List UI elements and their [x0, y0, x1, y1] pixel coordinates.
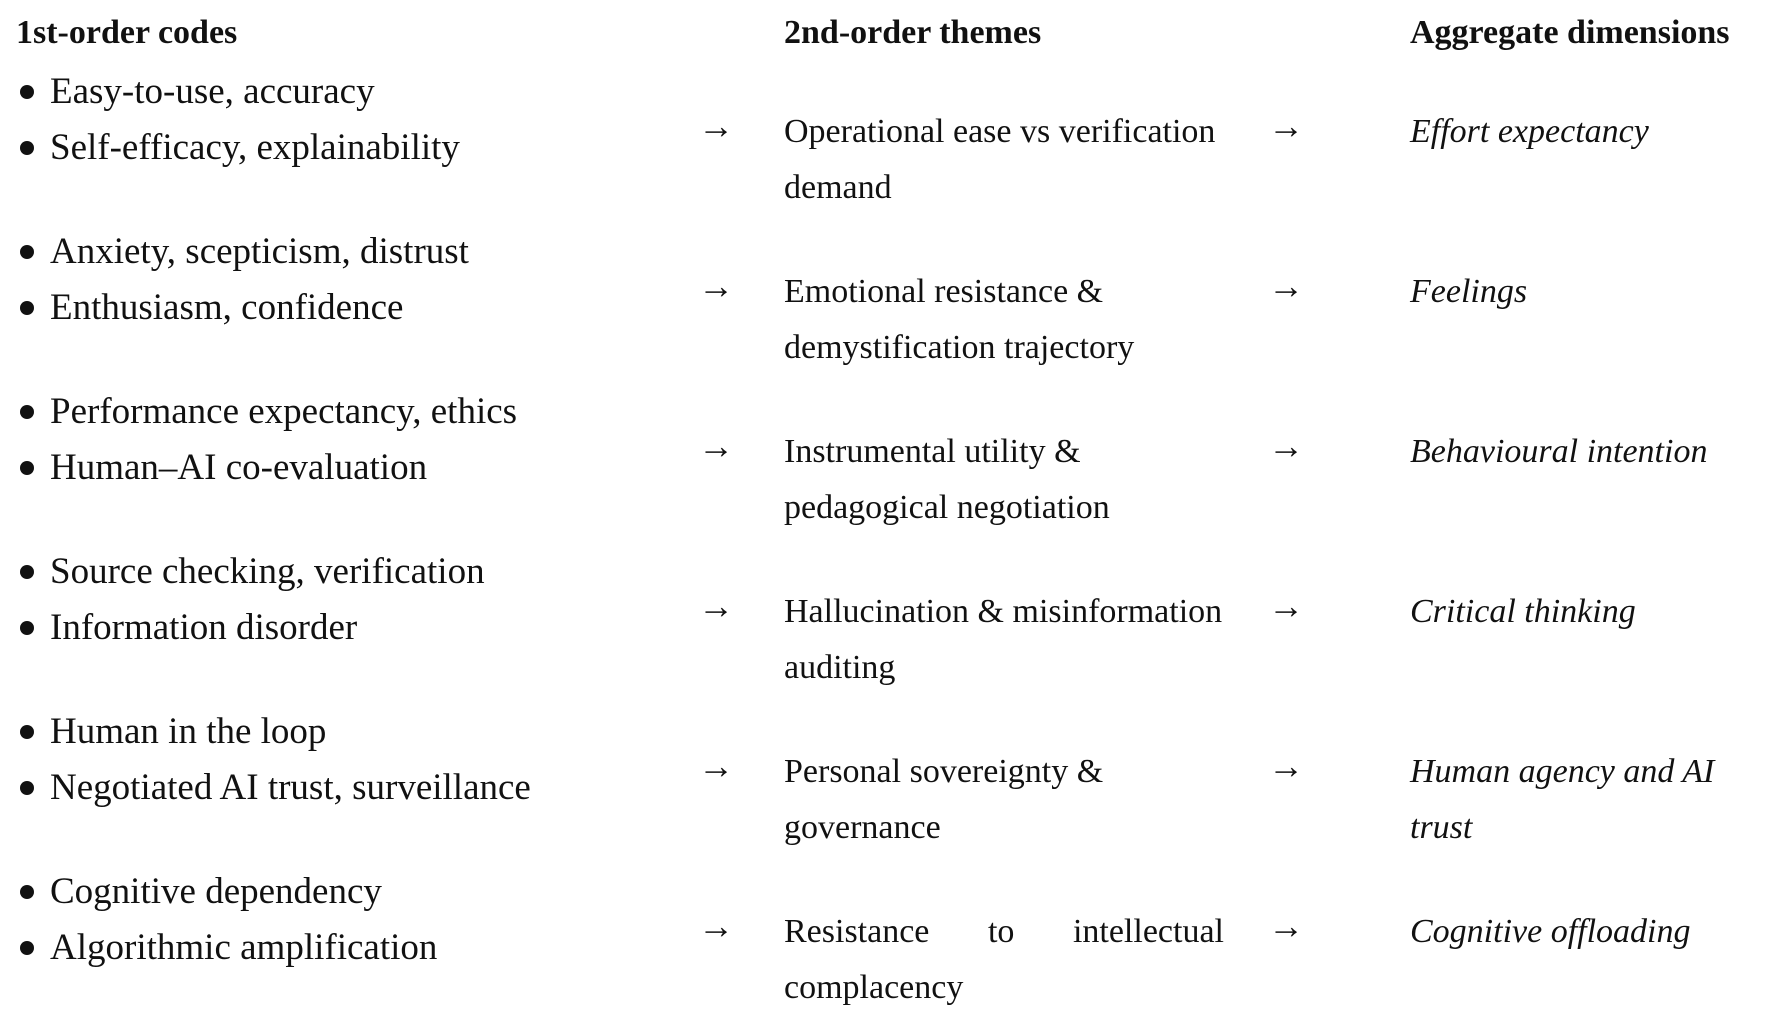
right-arrow-icon: → — [698, 586, 734, 626]
table-row — [0, 864, 1791, 1024]
second-order-theme: Emotional resistance & demystification trajectory — [784, 273, 1135, 366]
code-text: Human in the loop — [50, 711, 327, 752]
first-order-code-list — [18, 384, 678, 496]
header-aggregate-dimensions: Aggregate dimensions — [1410, 14, 1730, 51]
first-order-code — [18, 760, 678, 816]
aggregate-dimension: Human agency and AI trust — [1410, 753, 1715, 846]
header-row — [0, 8, 1791, 58]
bullet-icon — [20, 461, 34, 475]
bullet-icon — [20, 405, 34, 419]
bullet-icon — [20, 565, 34, 579]
first-order-code-list — [18, 544, 678, 656]
bullet-icon — [20, 245, 34, 259]
first-order-code — [18, 120, 678, 176]
bullet-icon — [20, 141, 34, 155]
first-order-code — [18, 280, 678, 336]
right-arrow-icon: → — [698, 266, 734, 306]
table-row — [0, 224, 1791, 384]
header-first-order-codes: 1st-order codes — [16, 14, 238, 51]
first-order-code-list — [18, 224, 678, 336]
aggregate-dimension: Effort expectancy — [1410, 113, 1649, 150]
table-row — [0, 544, 1791, 704]
code-text: Information disorder — [50, 607, 358, 648]
first-order-code — [18, 704, 678, 760]
second-order-theme: Hallucination & misinformation auditing — [784, 593, 1223, 686]
first-order-code — [18, 224, 678, 280]
header-second-order-themes: 2nd-order themes — [784, 14, 1042, 51]
second-order-theme: Instrumental utility & pedagogical negotiation — [784, 433, 1110, 526]
aggregate-dimension: Critical thinking — [1410, 593, 1636, 630]
right-arrow-icon: → — [1268, 746, 1304, 786]
first-order-code-list — [18, 704, 678, 816]
right-arrow-icon: → — [698, 746, 734, 786]
bullet-icon — [20, 885, 34, 899]
right-arrow-icon: → — [698, 906, 734, 946]
right-arrow-icon: → — [1268, 266, 1304, 306]
first-order-code-list — [18, 864, 678, 976]
second-order-theme: Personal sovereignty & governance — [784, 753, 1104, 846]
bullet-icon — [20, 725, 34, 739]
aggregate-dimension: Cognitive offloading — [1410, 913, 1691, 950]
aggregate-dimension: Feelings — [1410, 273, 1528, 310]
right-arrow-icon: → — [1268, 426, 1304, 466]
second-order-theme: Operational ease vs verification demand — [784, 113, 1216, 206]
right-arrow-icon: → — [1268, 106, 1304, 146]
aggregate-dimension: Behavioural intention — [1410, 433, 1708, 470]
code-text: Enthusiasm, confidence — [50, 287, 404, 328]
right-arrow-icon: → — [698, 106, 734, 146]
bullet-icon — [20, 941, 34, 955]
code-text: Negotiated AI trust, surveillance — [50, 767, 531, 808]
table-row — [0, 64, 1791, 224]
bullet-icon — [20, 301, 34, 315]
right-arrow-icon: → — [1268, 906, 1304, 946]
first-order-code — [18, 920, 678, 976]
first-order-code — [18, 440, 678, 496]
table-row — [0, 384, 1791, 544]
second-order-theme: Resistance to intellectual complacency — [784, 913, 1224, 1006]
first-order-code — [18, 600, 678, 656]
code-text: Easy-to-use, accuracy — [50, 71, 375, 112]
code-text: Cognitive dependency — [50, 871, 382, 912]
first-order-code — [18, 864, 678, 920]
code-text: Self-efficacy, explainability — [50, 127, 460, 168]
bullet-icon — [20, 621, 34, 635]
right-arrow-icon: → — [1268, 586, 1304, 626]
bullet-icon — [20, 781, 34, 795]
code-text: Human–AI co-evaluation — [50, 447, 428, 488]
table-row — [0, 704, 1791, 864]
first-order-code — [18, 544, 678, 600]
code-text: Algorithmic amplification — [50, 927, 438, 968]
first-order-code — [18, 384, 678, 440]
code-text: Performance expectancy, ethics — [50, 391, 518, 432]
code-text: Source checking, verification — [50, 551, 485, 592]
first-order-code — [18, 64, 678, 120]
code-text: Anxiety, scepticism, distrust — [50, 231, 469, 272]
bullet-icon — [20, 85, 34, 99]
first-order-code-list — [18, 64, 678, 176]
right-arrow-icon: → — [698, 426, 734, 466]
